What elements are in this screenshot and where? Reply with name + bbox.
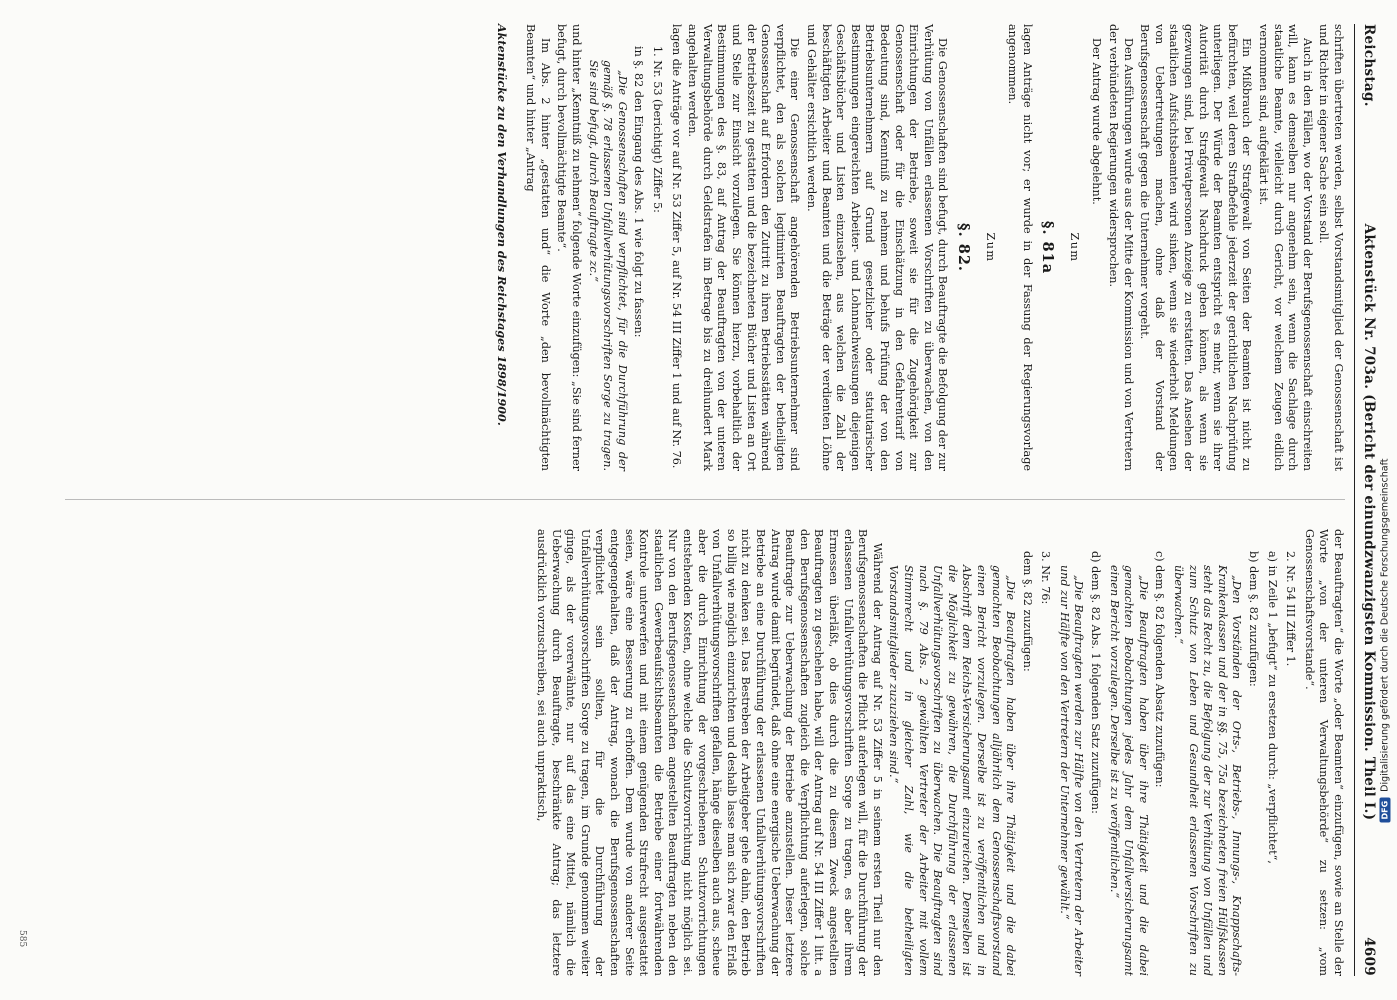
quoted-text: „Den Vorständen der Orts-, Betriebs-, Innungs-, Knappschafts-Krankenkassen und der in §§. 75, 75a bezeichneten freien Hülfskassen steht das Recht zu, die Befolgung der zur Verhütung von Unfällen und zum Schutz von Leben und Gesundheit erlassenen Vorschriften zu überwachen.“ <box>1172 565 1244 976</box>
paragraph: lagen die Anträge vor auf Nr. 53 Ziffer 5, auf Nr. 54 III Ziffer 1 und auf Nr. 76. <box>669 24 683 469</box>
paragraph: Die Genossenschaften sind befugt, durch Beauftragte die Befolgung der zur Verhütung von Unfällen erlassenen Vorschriften zu überwachen, von den Einrichtungen der Betriebe, soweit sie für die Zugehörigkeit zur Genossenschaft oder für die Einschätzung in den Gefahrentarif von Bedeutung sind, Kenntniß zu nehmen und behufs Prüfung der von den Betriebsunternehmern auf Grund gesetzlicher oder statutarischer Bestimmungen eingereichten Arbeiter- und Lohnnachweisungen diejenigen Geschäftsbücher und Listen einzusehen, aus welchen die Zahl der beschäftigten Arbeiter und Beamten und die Beträge der verdienten Löhne und Gehälter ersichtlich werden. <box>805 24 950 471</box>
list-item: c) dem §. 82 folgenden Absatz zuzufügen: <box>1153 551 1167 788</box>
header-left: Reichstag. <box>1361 24 1377 107</box>
credit-text: Digitalisierung gefördert durch die Deutsche Forschungsgemeinschaft <box>1379 458 1391 792</box>
paragraph: und hinter „Kenntniß zu nehmen“ folgende Worte einzufügen: „Sie sind ferner befugt, durch bevollmächtigte Beamte“. <box>555 24 584 471</box>
list-item: a) in Zeile 1 „befugt“ zu ersetzen durch: „verpflichtet“, <box>1265 551 1279 864</box>
list-item: dem §. 82 zuzufügen: <box>1020 551 1034 672</box>
paragraph: Auch in den Fällen, wo der Vorstand der Berufsgenossenschaft einschreiten will, kann es demselben nur angenehm sein, wenn die Sachlage durch staatliche Beamte, vielleicht durch Gericht, vor welchem Zeugen eidlich vernommen sind, aufgeklärt ist. <box>1257 24 1314 471</box>
paragraph: Im Abs. 2 hinter „gestatten und“ die Worte „den bevollmächtigten Beamten“ und hinter „Antrag <box>524 24 552 471</box>
list-item: in §. 82 den Eingang des Abs. 1 wie folgt zu fassen: <box>632 46 646 338</box>
list-item: d) dem §. 82 Abs. 1 folgenden Satz zuzufügen: <box>1089 551 1103 814</box>
page-number: 585 <box>17 930 27 948</box>
header-title: Aktenstück Nr. 703a. (Bericht der einundzwanzigsten Kommission. Theil I.) <box>1361 223 1377 821</box>
header-rule <box>1354 24 1355 976</box>
zum-label: Zum <box>983 232 997 263</box>
list-item: 3. Nr. 76: <box>1039 551 1053 605</box>
running-header <box>1361 24 1377 976</box>
column-divider <box>65 499 1345 500</box>
zum-label: Zum <box>1067 232 1081 263</box>
section-heading: §. 81a <box>1039 220 1057 275</box>
paragraph: lagen Anträge nicht vor; er wurde in der Fassung der Regierungsvorlage angenommen. <box>1006 24 1034 471</box>
header-page-number: 4609 <box>1361 937 1377 976</box>
digitization-credit <box>1376 0 1394 1000</box>
paragraph: Der Antrag wurde abgelehnt. <box>1090 38 1104 205</box>
paragraph: Während der Antrag auf Nr. 53 Ziffer 5 in seinem ersten Theil nur den Berufsgenossenschaften die Pflicht auferlegen will, für die Durchführung der erlassenen Unfallverhütungsvorschriften Sorge zu tragen, es aber ihrem Ermessen überläßt, ob dies durch die zu diesem Zweck angestellten Beauftragten zu geschehen habe, will der Antrag auf Nr. 54 III Ziffer 1 litt. a den Berufsgenossenschaften zugleich die Verpflichtung auferlegen, solche Beauftragte zur Ueberwachung der Betriebe anzustellen. Dieser letztere Antrag wurde damit begründet, daß ohne eine energische Ueberwachung der Betriebe an eine Durchführung der erlassenen Unfallverhütungsvorschriften nicht zu denken sei. Das Bestreben der Arbeitgeber gehe dahin, den Betrieb so billig wie möglich einzurichten und deshalb lasse man sich zwar den Erlaß von Unfallverhütungsvorschriften gefallen, hänge dieselben auch aus, scheue aber die durch Einrichtung der vorgeschriebenen Schutzvorrichtungen entstehenden Kosten, ohne welche die Schutzvorrichtung nicht möglich sei. Nur von den Berufsgenossenschaften angestellten Beauftragten neben den staatlichen Gewerbeaufsichtsbeamten die Betriebe einer fortwährenden Kontrole unterwerfen und mit einem genügenden Strafrecht ausgestattet seien, wäre eine Besserung zu erhoffen. Dem wurde von anderer Seite entgegengehalten, daß der Antrag, wonach die Berufsgenossenschaften verpflichtet sein sollten, für die Durchführung der Unfallverhütungsvorschriften Sorge zu tragen, im Grunde genommen weiter ginge, als der vorerwähnte, nur auf das eine Mittel, nämlich die Ueberwachung durch Beauftragte, beschränkte Antrag; das letztere ausdrücklich vorzuschreiben, sei auch unpraktisch, <box>535 529 884 976</box>
list-item: 1. Nr. 53 (berichtigt) Ziffer 5: <box>651 46 665 213</box>
list-item: 2. Nr. 54 III Ziffer 1. <box>1284 551 1298 667</box>
dfg-logo-icon: DFG <box>1380 797 1391 822</box>
list-item: b) dem §. 82 zuzufügen: <box>1247 551 1261 687</box>
section-heading: §. 82. <box>954 223 972 272</box>
quoted-text: „Die Beauftragten werden zur Hälfte von den Vertretern der Arbeiter und zur Hälfte von den Vertretern der Unternehmer gewählt.“ <box>1057 565 1086 976</box>
right-column <box>532 529 1345 976</box>
quoted-text: „Die Genossenschaften sind verpflichtet, für die Durchführung der gemäß §. 78 erlassenen Unfallverhütungsvorschriften Sorge zu tragen. Sie sind befugt, durch Beauftragte zc.“ <box>586 60 629 471</box>
paragraph: der Beauftragten“ die Worte „oder Beamten“ einzufügen, sowie an Stelle der Worte „von der unteren Verwaltungsbehörde“ zu setzen: „vom Genossenschaftsvorstande“. <box>1302 529 1345 976</box>
quoted-text: „Die Beauftragten haben über ihre Thätigkeit und die dabei gemachten Beobachtungen alljährlich dem Genossenschaftsvorstand einen Bericht vorzulegen. Derselbe ist zu veröffentlichen und in Abschrift dem Reichs-Versicherungsamt einzureichen. Demselben ist die Möglichkeit zu gewähren, die Durchführung der erlassenen Unfallverhütungsvorschriften zu überwachen. Die Beauftragten sind nach §. 79 Abs. 2 gewählten Vertreter der Arbeiter mit vollem Stimmrecht und in gleicher Zahl, wie die betheiligten Vorstandsmitglieder zuzuziehen sind.“ <box>887 565 1018 976</box>
paragraph: Den Ausführungen wurde aus der Mitte der Kommission und von Vertretern der verbündeten Regierungen widersprochen. <box>1107 24 1135 471</box>
page-footer: Aktenstücke zu den Verhandlungen des Reichstages 1898/1900. <box>494 24 509 426</box>
paragraph: schriften übertreten werden, selbst Vorstandsmitglied der Genossenschaft ist und Richter in eigener Sache sein soll. <box>1317 24 1345 471</box>
quoted-text: „Die Beauftragten haben über ihre Thätigkeit und die dabei gemachten Beobachtungen jedes Jahr dem Unfallversicherungsamt einen Bericht vorzulegen. Derselbe ist zu veröffentlichen.“ <box>1107 565 1150 976</box>
paragraph: Die einer Genossenschaft angehörenden Betriebsunternehmer sind verpflichtet, den als solchen legitimirten Beauftragten der betheiligten Genossenschaft auf Erfordern den Zutritt zu ihren Betriebsstätten während der Betriebszeit zu gestatten und die bezeichneten Bücher und Listen an Ort und Stelle zur Einsicht vorzulegen. Sie können hierzu, vorbehaltlich der Bestimmungen des §. 83, auf Antrag der Beauftragten von der unteren Verwaltungsbehörde durch Geldstrafen im Betrage bis zu dreihundert Mark angehalten werden. <box>686 24 802 471</box>
paragraph: Ein Mißbrauch der Strafgewalt von Seiten der Beamten ist nicht zu befürchten, weil deren Strafbefehle jederzeit der gerichtlichen Nachprüfung unterliegen. Der Würde der Beamten entspricht es mehr, wenn sie ihrer Autorität durch Strafgewalt Nachdruck geben können, als wenn sie gezwungen sind, bei Privatpersonen Anzeige zu erstatten. Das Ansehen der staatlichen Aufsichtsbeamten wird sinken, wenn sie wiederholt Meldungen von Uebertretungen machen, ohne daß der Vorstand der Berufsgenossenschaft gegen die Unternehmer vorgeht. <box>1138 24 1254 471</box>
left-column <box>492 24 1345 471</box>
